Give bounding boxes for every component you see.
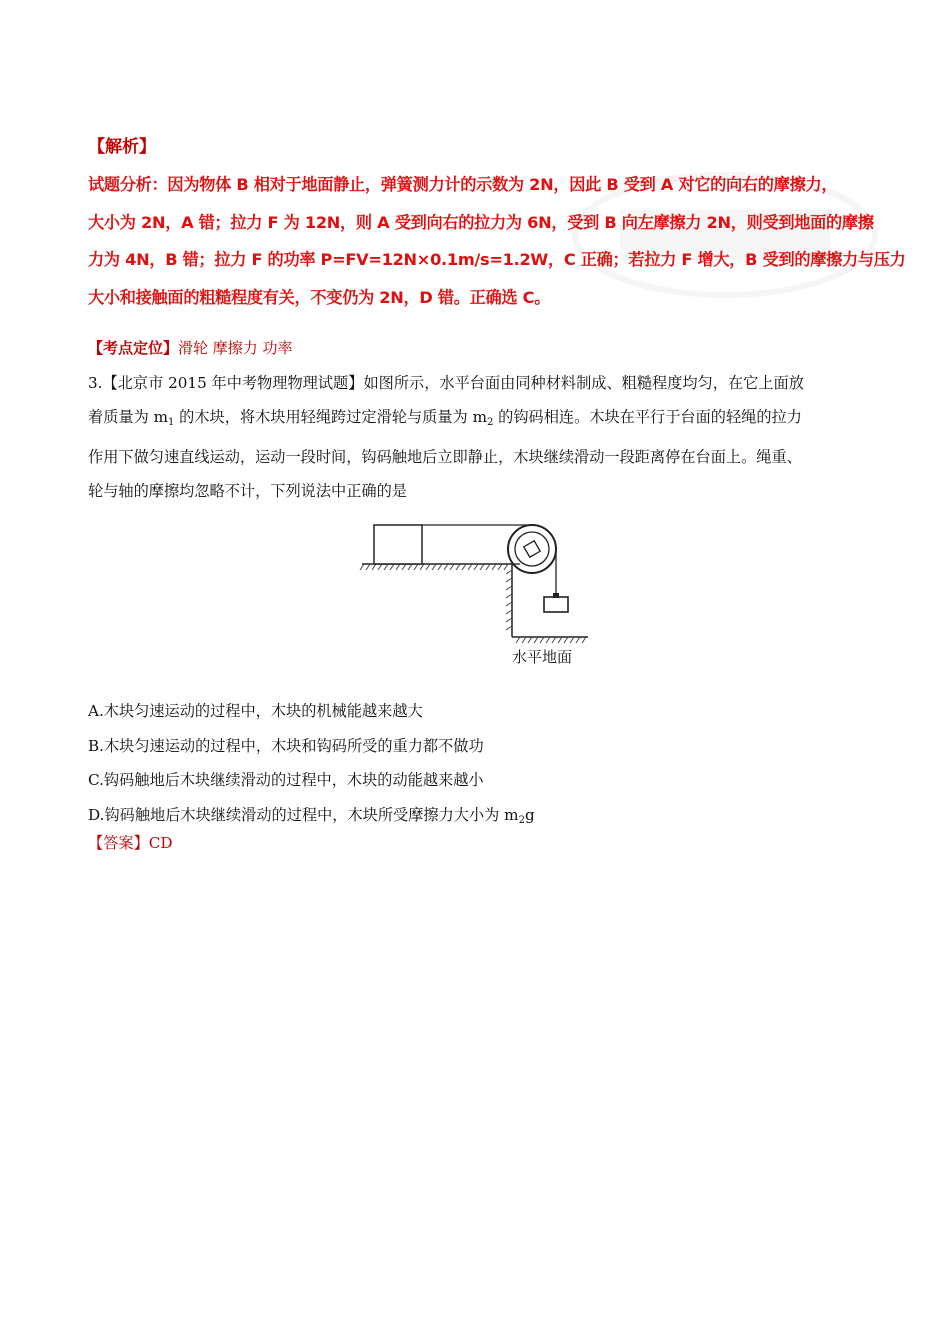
ground-label: 水平地面 — [512, 648, 573, 666]
question-text: 的钩码相连。木块在平行于台面的轻绳的拉力 — [493, 408, 802, 426]
analysis-line: 力为 4N，B 错；拉力 F 的功率 P=FV=12N×0.1m/s=1.2W，C 正确；若拉力 F 增大，B 受到的摩擦力与压力 — [88, 250, 906, 269]
wall-hatching — [506, 570, 512, 630]
analysis-line: 大小为 2N，A 错；拉力 F 为 12N，则 A 受到向右的拉力为 6N，受到 B 向左摩擦力 2N，则受到地面的摩擦 — [88, 212, 874, 232]
weight-hook — [553, 593, 559, 598]
question-line — [88, 366, 878, 400]
ground-hatching — [516, 637, 586, 643]
analysis-line: 试题分析：因为物体 B 相对于地面静止，弹簧测力计的示数为 2N，因此 B 受到 A 对它的向右的摩擦力， — [88, 175, 838, 194]
analysis-heading: 【解析】 — [88, 137, 156, 157]
option-d-text: D.钩码触地后木块继续滑动的过程中，木块所受摩擦力大小为 m — [88, 805, 519, 824]
answer: 【答案】CD — [88, 834, 173, 852]
kaodian-label: 【考点定位】 — [88, 339, 179, 357]
kaodian-line — [88, 337, 293, 358]
question-3 — [88, 366, 878, 508]
wooden-block — [374, 525, 422, 564]
question-line: 作用下做匀速直线运动，运动一段时间，钩码触地后立即静止，木块继续滑动一段距离停在台面上。绳重、 — [88, 448, 802, 466]
options-list — [88, 694, 535, 838]
analysis-line: 大小和接触面的粗糙程度有关，不变仍为 2N，D 错。正确选 C。 — [88, 287, 551, 307]
question-source: 【北京市 2015 年中考物理物理试题】 — [102, 374, 364, 392]
question-text: 的木块，将木块用轻绳跨过定滑轮与质量为 m — [174, 408, 487, 426]
subscript: 2 — [486, 417, 494, 428]
kaodian-content: 滑轮 摩擦力 功率 — [178, 339, 293, 357]
question-line — [88, 400, 878, 440]
option-c: C.钩码触地后木块继续滑动的过程中，木块的动能越来越小 — [88, 771, 484, 789]
question-text: 着质量为 m — [88, 408, 168, 426]
option-a: A.木块匀速运动的过程中，木块的机械能越来越大 — [88, 702, 423, 720]
hanging-weight — [544, 597, 568, 612]
subscript: 2 — [518, 814, 525, 826]
option-b: B.木块匀速运动的过程中，木块和钩码所受的重力都不做功 — [88, 736, 484, 755]
option-d-text: g — [524, 805, 535, 824]
subscript: 1 — [167, 417, 175, 428]
question-number: 3. — [88, 374, 103, 392]
question-text: 如图所示，水平台面由同种材料制成、粗糙程度均匀，在它上面放 — [363, 374, 804, 392]
pulley-figure — [350, 512, 600, 672]
table-hatching — [360, 564, 508, 570]
question-line: 轮与轴的摩擦均忽略不计，下列说法中正确的是 — [88, 482, 407, 500]
analysis-body — [88, 166, 906, 316]
